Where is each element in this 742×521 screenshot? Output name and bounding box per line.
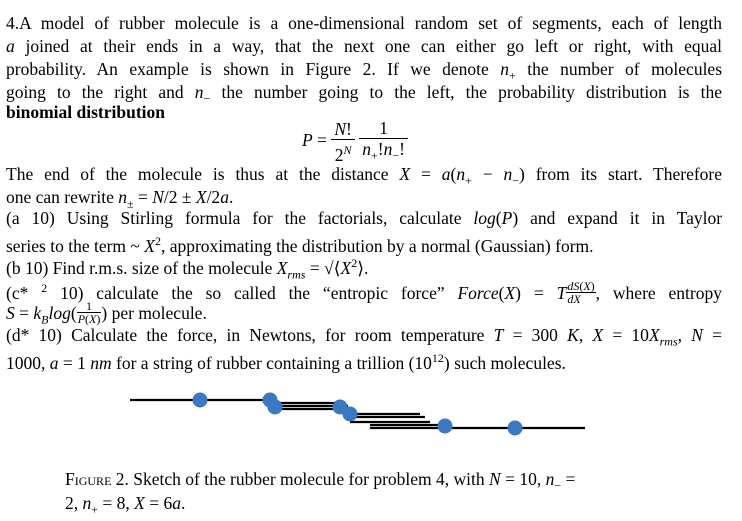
molecule-node: [508, 421, 523, 436]
part-c-line-2: $S = k_B\log$( $\frac{1}{P(X)}$ ) per molecule.: [6, 299, 207, 327]
molecule-node: [193, 393, 208, 408]
text-line-1: 4.A model of rubber molecule is a one-dimensional random set of segments, each of length: [6, 13, 722, 33]
binomial-formula: P = $\frac{N!}{2^N}$ $\frac{1}{n_+!n_-!}$: [302, 118, 408, 166]
part-d-line-1: (d* 10) Calculate the force, in Newtons, for room temperature T = 300 K, $X = 10X_{rms}$, N =: [6, 325, 723, 349]
molecule-node: [343, 407, 358, 422]
part-a-line-2: series to the term ~ $X^2$, approximating the distribution by a normal (Gaussian) form.: [6, 234, 594, 256]
text-line-3: probability. An example is shown in Figure 2. If we denote $n_+$ the number of molecules: [6, 59, 723, 83]
part-a-line-1: (a 10) Using Stirling formula for the factorials, calculate log(P) and expand it in Taylor: [6, 208, 723, 228]
molecule-node: [438, 419, 453, 434]
figure-caption-line-2: 2, $n_+ = 8$, X = 6a.: [65, 493, 186, 517]
part-d-line-2: 1000, a = 1 nm for a string of rubber containing a trillion $(10^{12})$ such molecules.: [6, 351, 566, 373]
text-line-rewrite: one can rewrite $n_\pm = N/2 \pm X/2a$.: [6, 187, 234, 211]
text-line-end: The end of the molecule is thus at the distance $X = a(n_+ - n_-)$ from its start. Therefore: [6, 164, 723, 188]
text-line-4: going to the right and $n_-$ the number going to the left, the probability distribution is the: [6, 82, 722, 106]
part-c-line-1: (c* $^2$ 10) calculate the so called the “entropic force” Force(X) = T $\frac{dS(X)}{dX}$ , where entropy: [6, 279, 722, 307]
text-line-2: a joined at their ends in a way, that the next one can either go left or right, with equal: [6, 36, 723, 56]
rubber-molecule-figure: [0, 380, 742, 480]
part-b: (b 10) Find r.m.s. size of the molecule $X_{rms}$ = $√⟨X^2⟩$.: [6, 256, 369, 282]
figure-caption-line-1: Figure 2. Sketch of the rubber molecule for problem 4, with N = 10, $n_-$ =: [65, 469, 576, 493]
bold-term: binomial distribution: [6, 102, 166, 122]
molecule-node: [268, 400, 283, 415]
